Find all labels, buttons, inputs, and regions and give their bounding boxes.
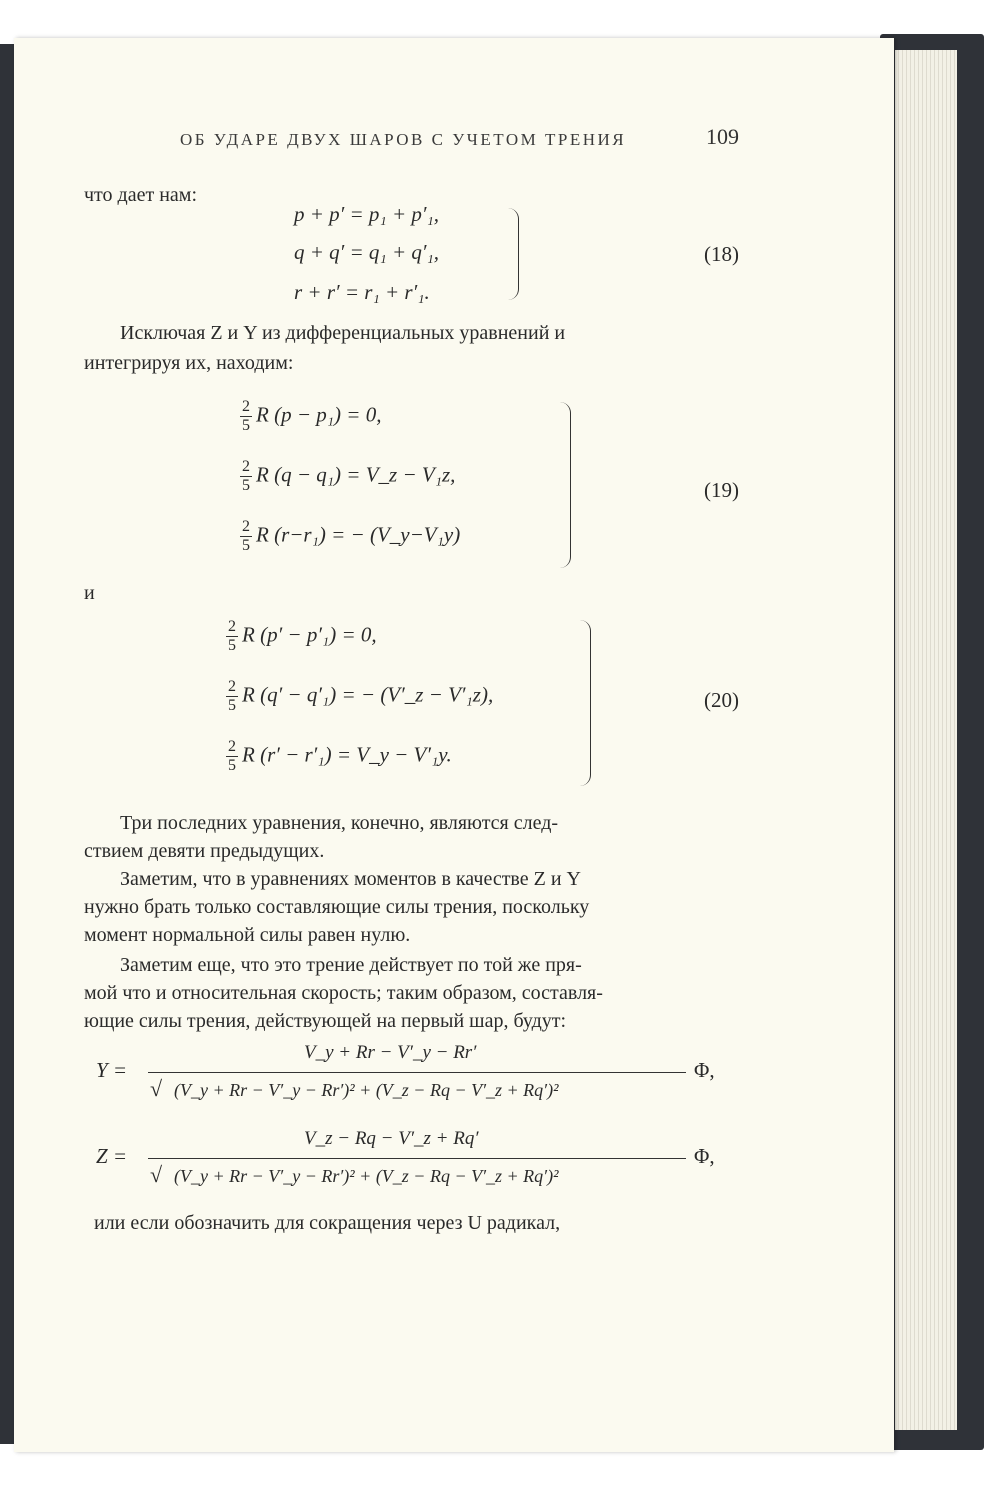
- eqZ-rhs: Φ,: [694, 1144, 715, 1168]
- and-word: и: [84, 582, 95, 604]
- eq20-line-2: $\frac{2}{5}$ R (q′ − q′₁) = − (V′_z − V′₁z),: [228, 678, 494, 714]
- para3-line-2: нужно брать только составляющие силы трения, поскольку: [84, 896, 590, 918]
- eq20-brace: [580, 620, 591, 786]
- eqY-rhs: Φ,: [694, 1058, 715, 1082]
- para4-line-3: ющие силы трения, действующей на первый шар, будут:: [84, 1010, 567, 1032]
- para2-line-2: ствием девяти предыдущих.: [84, 840, 325, 862]
- page-edges: [895, 50, 957, 1430]
- eq20-line-3: $\frac{2}{5}$ R (r′ − r′₁) = V_y − V′₁y.: [228, 738, 452, 774]
- eq19-line-2: $\frac{2}{5}$ R (q − q₁) = V_z − V₁z,: [242, 458, 456, 494]
- intro-line: что дает нам:: [84, 184, 197, 206]
- eqY-fraction-bar: [148, 1072, 686, 1073]
- eqY-numerator: V_y + Rr − V′_y − Rr′: [304, 1042, 477, 1063]
- para2-line-1: Три последних уравнения, конечно, являются след-: [120, 812, 559, 834]
- eqZ-denominator: (V_y + Rr − V′_y − Rr′)² + (V_z − Rq − V′_z + Rq′)²: [174, 1166, 559, 1186]
- book-page: [14, 38, 894, 1452]
- eqZ-radical-sign: √: [150, 1162, 163, 1187]
- last-line: или если обозначить для сокращения через U радикал,: [94, 1212, 561, 1234]
- eq18-line-3: r + r′ = r₁ + r′₁.: [294, 280, 430, 304]
- para1-line-2: интегрируя их, находим:: [84, 352, 294, 374]
- eq18-brace: [508, 208, 519, 300]
- eq18-line-2: q + q′ = q₁ + q′₁,: [294, 240, 440, 264]
- eq19-line-1: $\frac{2}{5}$ R (p − p₁) = 0,: [242, 398, 382, 434]
- eq20-fraction-3: $\frac{2}{5}$: [228, 738, 236, 774]
- eq19-brace: [560, 402, 571, 568]
- eqY-denominator: (V_y + Rr − V′_y − Rr′)² + (V_z − Rq − V′_z + Rq′)²: [174, 1080, 559, 1100]
- eq19-fraction-3: $\frac{2}{5}$: [242, 518, 250, 554]
- eq18-line-1: p + p′ = p₁ + p′₁,: [294, 202, 440, 226]
- eq19-number: (19): [704, 478, 739, 502]
- eq20-fraction-1: $\frac{2}{5}$: [228, 618, 236, 654]
- eq20-number: (20): [704, 688, 739, 712]
- para3-line-3: момент нормальной силы равен нулю.: [84, 924, 411, 946]
- eq19-fraction-2: $\frac{2}{5}$: [242, 458, 250, 494]
- eqY-radical-sign: √: [150, 1076, 163, 1101]
- eq19-fraction-1: $\frac{2}{5}$: [242, 398, 250, 434]
- eqZ-lhs: Z =: [96, 1144, 128, 1168]
- eqZ-fraction-bar: [148, 1158, 686, 1159]
- eqY-lhs: Y =: [96, 1058, 128, 1082]
- para3-line-1: Заметим, что в уравнениях моментов в качестве Z и Y: [120, 868, 581, 890]
- para4-line-1: Заметим еще, что это трение действует по той же пря-: [120, 954, 582, 976]
- eq20-line-1: $\frac{2}{5}$ R (p′ − p′₁) = 0,: [228, 618, 377, 654]
- running-head: ОБ УДАРЕ ДВУХ ШАРОВ С УЧЕТОМ ТРЕНИЯ: [180, 130, 627, 149]
- eqZ-numerator: V_z − Rq − V′_z + Rq′: [304, 1128, 479, 1149]
- eq18-number: (18): [704, 242, 739, 266]
- para1-line-1: Исключая Z и Y из дифференциальных уравнений и: [120, 322, 566, 344]
- para4-line-2: мой что и относительная скорость; таким образом, составля-: [84, 982, 603, 1004]
- page-number: 109: [706, 124, 739, 149]
- eq20-fraction-2: $\frac{2}{5}$: [228, 678, 236, 714]
- eq19-line-3: $\frac{2}{5}$ R (r−r₁) = − (V_y−V₁y): [242, 518, 461, 554]
